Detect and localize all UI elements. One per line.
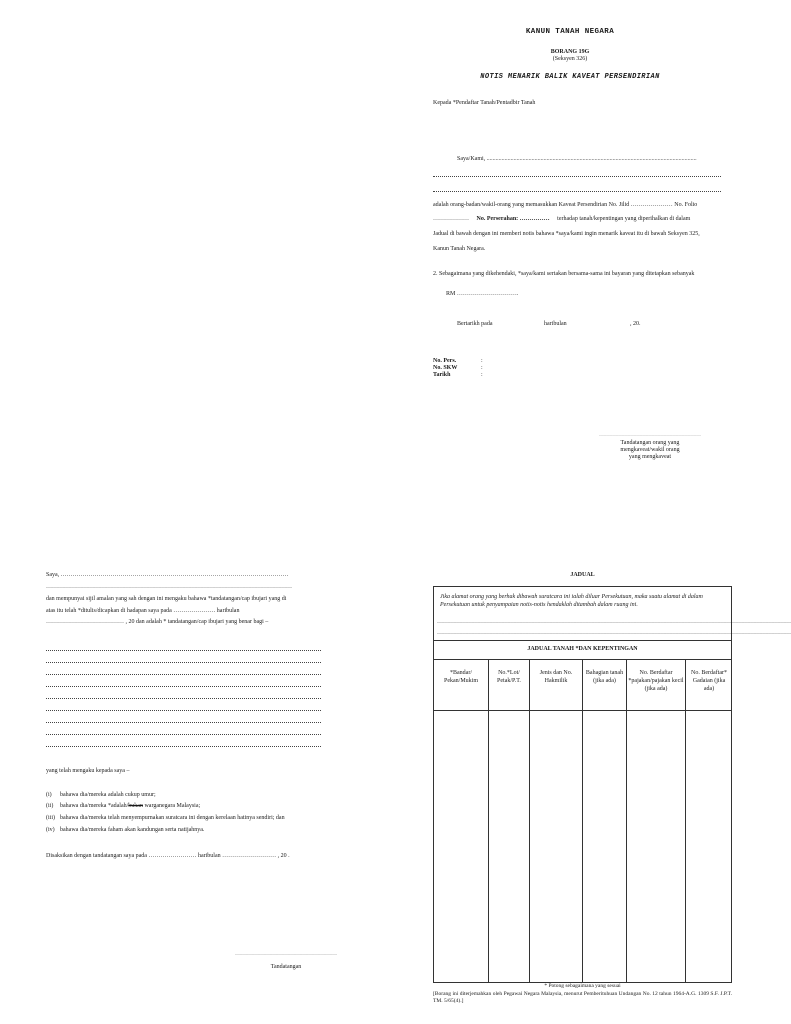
declaration-item <box>46 827 204 833</box>
column-divider <box>626 659 627 983</box>
declaration-item <box>46 803 200 809</box>
attest-paragraph-line: dan mempunyai sijil amalan yang sah dengan ini mengaku bahawa *tandatangan/cap ibujari yang di <box>46 596 287 602</box>
witness-line: Disaksikan dengan tandatangan saya pada …………………… haribulan ……………………… , 20 . <box>46 853 290 859</box>
blank-line <box>46 662 321 663</box>
attest-signature-caption: Tandatangan <box>270 964 302 970</box>
column-divider <box>685 659 686 983</box>
declarant-dotted-line <box>433 176 721 177</box>
attest-signature-dots: …………………………………………… <box>235 951 337 957</box>
signature-dots: …………………………………………… <box>599 432 701 438</box>
attest-paragraph-line: atas itu telah *ditulis/dicapkan di hadapan saya pada ………………… haribulan <box>46 608 240 614</box>
presentation-number-label: No. Perserahan: …………… <box>476 216 550 222</box>
payment-amount: RM …………………………. <box>446 291 519 297</box>
column-divider <box>582 659 583 983</box>
attestor-dotted-line: …………………………………………………………………………………………………………… <box>46 584 292 590</box>
column-divider <box>529 659 530 983</box>
addressee-line: Kepada *Pendaftar Tanah/Pentadbir Tanah <box>433 100 536 106</box>
item-text: bahawa dia/mereka *adalah/ <box>60 803 129 809</box>
blank-line <box>46 746 321 747</box>
law-title: KANUN TANAH NEGARA <box>525 28 615 36</box>
item-number: (iii) <box>46 815 55 821</box>
attest-paragraph-line: ………………………………… , 20 dan adalah * tandatangan/cap ibujari yang benar bagi – <box>46 619 269 625</box>
address-note: Jika alamat orang yang berhak dibawah suratcara ini ialah diluar Persekutuan, maka suatu alamat di dalam Persekutuan untuk penyampaian notis-notis hendaklah ditambah dalam ruang ini. <box>440 594 703 608</box>
blank-line <box>46 698 321 699</box>
address-dotted-line: …………………………………………………………………………………………………………………………………………………………… <box>437 619 791 625</box>
column-header: No. Berdaftar *pajakan/pajakan kecil (jika ada) <box>628 670 684 692</box>
column-header: No.*Lot/ Petak/P.T. <box>497 670 521 684</box>
form-section: (Seksyen 326) <box>552 56 588 62</box>
declarant-dotted-line <box>433 191 721 192</box>
meta-colon: : <box>481 365 483 371</box>
blank-line <box>46 674 321 675</box>
signature-caption: mengkaveat/wakil orang <box>620 447 680 453</box>
blank-line <box>46 686 321 687</box>
land-table-title: JADUAL TANAH *DAN KEPENTINGAN <box>527 646 638 652</box>
notice-paragraph-line: Jadual di bawah dengan ini memberi notis bahawa *saya/kami ingin menarik kaveat itu di bawah Seksyen 325, <box>433 231 700 237</box>
folio-dots: ……………… <box>433 216 469 222</box>
footnote: * Potong sebagaimana yang sesuai <box>544 983 621 989</box>
meta-colon: : <box>481 372 483 378</box>
meta-label: No. Pers. <box>433 358 457 364</box>
blank-line <box>46 650 321 651</box>
blank-line <box>46 722 321 723</box>
item-text: warganegara Malaysia; <box>142 803 201 809</box>
meta-label: No. SKW <box>433 365 458 371</box>
attestor-name-line: Saya, …………………………………………………………………………………………………… <box>46 572 289 578</box>
blank-line <box>46 734 321 735</box>
item-number: (ii) <box>46 803 54 809</box>
schedule-title: JADUAL <box>570 572 595 578</box>
item-text: bahawa dia/mereka faham akan kandungan serta natijahnya. <box>60 827 205 833</box>
legal-note: [Borang ini diterjemahkan oleh Pegawai Negara Malaysia, menurut Pemberituhuan Undangan No. 12 tahun 1964-A.G. 1309 S.F. J.P.T. TM. 5/65(4).] <box>433 991 732 1004</box>
meta-label: Tarikh <box>433 372 451 378</box>
notice-paragraph-line: Kanun Tanah Negara. <box>433 246 486 252</box>
blank-line <box>46 710 321 711</box>
column-header: Bahagian tanah (jika ada) <box>585 670 624 684</box>
column-divider <box>488 659 489 983</box>
signature-caption: Tandatangan orang yang <box>620 440 680 446</box>
dated-label: Bertarikh pada <box>457 321 493 327</box>
signature-caption: yang mengkaveat <box>628 454 672 460</box>
form-title: NOTIS MENARIK BALIK KAVEAT PERSENDIRIAN <box>480 73 660 81</box>
meta-colon: : <box>481 358 483 364</box>
item-number: (i) <box>46 792 52 798</box>
struck-word: bukan <box>128 803 143 809</box>
declaration-item <box>46 792 156 798</box>
item-number: (iv) <box>46 827 55 833</box>
form-number: BORANG 19G <box>550 49 590 55</box>
notice-paragraph-line <box>433 216 690 222</box>
column-header: No. Berdaftar* Gadaian (jika ada) <box>691 670 727 692</box>
haribulan-label: haribulan <box>544 321 567 327</box>
address-dotted-line: …………………………………………………………………………………………………………………………………………………………… <box>437 630 791 636</box>
acknowledgement-line: yang telah mengaku kepada saya – <box>46 768 130 774</box>
land-interest-text: terhadap tanah/kepentingan yang diperihalkan di dalam <box>557 216 691 222</box>
item-text: bahawa dia/mereka adalah cukup umur; <box>60 792 156 798</box>
notice-paragraph-line: adalah orang-badan/wakil-orang yang memasukkan Kaveat Persendirian No. Jilid ………………… No. Folio <box>433 202 698 208</box>
declaration-item <box>46 815 285 821</box>
table-border <box>433 640 732 641</box>
year-label: , 20. <box>630 321 641 327</box>
item-text: bahawa dia/mereka telah menyempurnakan suratcara ini dengan kerelaan hatinya sendiri; dan <box>60 815 285 821</box>
declarant-name-line: Saya/Kami, ............................................................................................................................................ <box>457 156 697 162</box>
payment-paragraph: 2. Sebagaimana yang dikehendaki, *saya/kami sertakan bersama-sama ini bayaran yang ditetapkan sebanyak <box>433 271 695 277</box>
column-header: *Bandar/ Pekan/Mukim <box>444 670 478 684</box>
column-header: Jenis dan No. Hakmilik <box>539 670 573 684</box>
